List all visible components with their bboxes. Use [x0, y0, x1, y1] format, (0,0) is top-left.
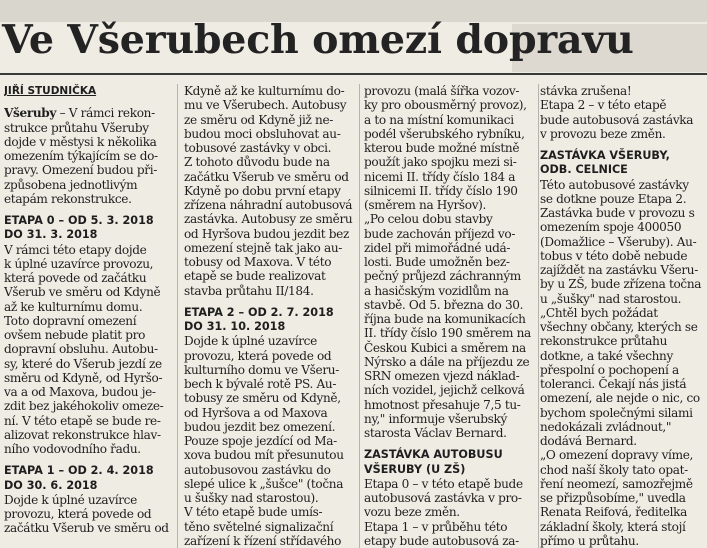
body-line: těno světelné signalizační: [184, 519, 334, 534]
body-line: Českou Kubici a směrem na: [364, 340, 526, 355]
body-line: zřízena náhradní autobusová: [184, 198, 353, 212]
body-line: etapě se bude realizovat: [184, 269, 326, 284]
body-line: Toto dopravní omezení: [4, 313, 137, 328]
headline-rule: [0, 73, 707, 75]
section-heading: ZASTÁVKA VŠERUBY,: [540, 149, 670, 162]
body-line: bude zachován příjezd vo-: [364, 226, 516, 241]
body-line: Dojde k úplné uzavírce: [4, 492, 137, 507]
body-line: „O omezení dopravy víme,: [540, 448, 693, 463]
body-line: nicemi II. třídy číslo 184 a: [364, 169, 516, 184]
body-line: „Chtěl bych požádat: [540, 305, 658, 320]
column-2: [184, 84, 354, 548]
paragraph-gap: [364, 440, 536, 448]
body-line: Pouze spoje jezdící od Ma-: [184, 434, 337, 448]
body-line: provozu, která povede od: [184, 348, 332, 363]
body-line: ze směru od Kdyně již ne-: [184, 112, 334, 127]
body-line: ření neomezí, samozřejmě: [540, 476, 693, 491]
body-line: u šušky nad starostou).: [184, 491, 319, 505]
body-line: ky pro obousměrný provoz),: [364, 98, 527, 113]
body-line: ny," informuje všerubský: [364, 411, 507, 426]
body-line: vozu beze změn.: [364, 505, 460, 520]
section-heading: ETAPA 1 – OD 2. 4. 2018: [4, 464, 154, 478]
column-divider: [177, 84, 178, 548]
body-line: kulturního domu ve Všeru-: [184, 362, 339, 377]
body-line: zajíždět na zastávku Všeru-: [540, 263, 698, 277]
body-line: ních vozidel, jejichž celková: [364, 383, 525, 398]
column-divider: [359, 84, 360, 548]
column-4: [540, 84, 706, 548]
section-heading: VŠERUBY (U ZŠ): [364, 462, 466, 476]
body-line: V této etapě bude umís-: [184, 505, 323, 520]
body-line: stávka zrušena!: [540, 84, 632, 98]
body-line: dojde v městysi k několika: [4, 134, 157, 149]
body-line: alizovat rekonstrukce hlav-: [4, 427, 161, 442]
body-line: bech k bývalé rotě PS. Au-: [184, 377, 337, 391]
body-line: etapám rekonstrukce.: [4, 191, 132, 206]
body-line: kterou bude možné místně: [364, 141, 520, 155]
body-line: budou moci obsluhovat au-: [184, 126, 341, 141]
body-line: ního vodovodního řadu.: [4, 442, 141, 456]
body-line: začátku Všerub ve směru od: [4, 521, 169, 536]
body-line: dodává Bernard.: [540, 434, 637, 448]
body-line: bude autobusová zastávka: [540, 112, 694, 127]
body-line: Nýrsko a dále na příjezdu ze: [364, 354, 530, 369]
body-line: hmotnost přesahuje 7,5 tu-: [364, 397, 521, 412]
body-line: zdit bez jakéhokoliv omeze-: [4, 399, 164, 414]
body-line: provozu, která povede od: [4, 507, 152, 521]
body-line: Etapa 0 – v této etapě bude: [364, 476, 523, 491]
body-line: ovšem nebude platit pro: [4, 328, 146, 342]
body-line: Renata Reifová, ředitelka: [540, 505, 688, 520]
body-line: použít jako spojku mezi si-: [364, 155, 517, 170]
section-heading: ETAPA 2 – OD 2. 7. 2018: [184, 305, 334, 319]
body-line: omezení stejně tak jako au-: [184, 240, 342, 255]
body-line: Etapa 2 – v této etapě: [540, 98, 667, 113]
body-line: ní. V této etapě se bude re-: [4, 413, 161, 428]
body-line: Kdyně po dobu první etapy: [184, 183, 341, 198]
section-heading: DO 31. 10. 2018: [184, 320, 286, 333]
body-line: budou jezdit bez omezení.: [184, 419, 336, 434]
body-line: V rámci této etapy dojde: [4, 242, 147, 257]
body-line: pravy. Omezení budou při-: [4, 163, 157, 178]
section-heading: ODB. CELNICE: [540, 163, 628, 177]
body-line: „Po celou dobu stavby: [364, 212, 493, 227]
body-line: stavba průtahu II/184.: [184, 283, 314, 298]
body-line: autobusovou zastávku do: [184, 462, 331, 477]
body-line: omezení, ale nejde o nic, co: [540, 391, 700, 406]
paragraph-gap: [4, 456, 170, 464]
body-line: zařízení k řízení střídavého: [184, 533, 342, 548]
section-heading: DO 31. 3. 2018: [4, 228, 98, 242]
column-1: [4, 84, 170, 548]
body-line: SRN omezen vjezd náklad-: [364, 369, 520, 383]
body-line: rekonstrukce průtahu: [540, 334, 668, 349]
body-line: která povede od začátku: [4, 271, 147, 285]
body-line: autobusová zastávka v pro-: [364, 491, 522, 505]
body-line: (směrem na Hyršov).: [364, 198, 487, 212]
body-line: pečný průjezd záchranným: [364, 269, 521, 284]
body-line: chod naší školy tato opat-: [540, 462, 688, 477]
body-line: od Hyršova budou jezdit bez: [184, 226, 350, 241]
body-line: (Domažlice – Všeruby). Au-: [540, 234, 697, 249]
body-line: Všerub ve směru od Kdyně: [4, 285, 161, 300]
body-line: až ke kulturnímu domu.: [4, 299, 143, 314]
section-heading: DO 30. 6. 2018: [4, 478, 98, 492]
body-line: tobusy od Maxova. V této: [184, 255, 332, 269]
body-line: toleranci. Čekají nás jistá: [540, 377, 687, 391]
body-line: a to na místní komunikaci: [364, 112, 514, 127]
paragraph-gap: [184, 298, 354, 306]
body-line: starosta Václav Bernard.: [364, 426, 507, 440]
body-line: Etapa 1 – v průběhu této: [364, 519, 508, 534]
body-line: základní školy, která stojí: [540, 519, 686, 534]
body-line: nedokázali zvládnout,": [540, 419, 672, 434]
body-text: – V rámci rekon-: [56, 106, 155, 121]
column-divider: [538, 84, 539, 548]
section-heading: ETAPA 0 – OD 5. 3. 2018: [4, 214, 154, 227]
body-line: se dotkne pouze Etapa 2.: [540, 191, 687, 206]
body-line: Zastávka bude v provozu s: [540, 206, 695, 220]
body-line: omezením spoje 400050: [540, 220, 682, 235]
body-line: dopravní obsluhu. Autobu-: [4, 342, 158, 357]
body-line: [4, 106, 170, 120]
body-line: přespolní o pochopení a: [540, 362, 679, 377]
body-line: Dojde k úplné uzavírce: [184, 334, 317, 349]
paragraph-gap: [4, 206, 170, 214]
body-line: bychom společnými silami: [540, 405, 693, 420]
headline: Ve Všerubech omezí dopravu: [2, 17, 634, 63]
body-line: všechny občany, kterých se: [540, 320, 698, 334]
body-line: k úplné uzavírce provozu,: [4, 256, 154, 271]
body-line: strukce průtahu Všeruby: [4, 120, 149, 135]
body-line: směru od Kdyně, od Hyršo-: [4, 370, 163, 385]
body-line: va a od Maxova, budou je-: [4, 385, 156, 399]
body-line: tobus v této době nebude: [540, 248, 688, 263]
body-line: provozu (malá šířka vozov-: [364, 84, 520, 98]
dateline: Všeruby: [4, 106, 57, 121]
column-3: [364, 84, 536, 548]
body-line: a hasičským vozidlům na: [364, 283, 509, 298]
body-line: etapy bude autobusová za-: [364, 533, 519, 548]
body-line: slepé ulice k „šušce" (točna: [184, 476, 344, 491]
body-line: dotkne, a také všechny: [540, 348, 673, 363]
body-line: losti. Bude umožněn bez-: [364, 255, 510, 269]
body-line: v provozu beze změn.: [540, 126, 666, 141]
body-line: II. třídy číslo 190 směrem na: [364, 326, 531, 341]
body-line: října bude na komunikacích: [364, 312, 526, 326]
body-line: xova budou mít přesunutou: [184, 448, 344, 463]
section-heading: ZASTÁVKA AUTOBUSU: [364, 448, 503, 462]
body-line: u „šušky" nad starostou.: [540, 291, 682, 306]
body-line: Z tohoto důvodu bude na: [184, 155, 330, 170]
body-line: začátku Všerub ve směru od: [184, 169, 349, 184]
body-line: tobusové zastávky v obci.: [184, 141, 332, 155]
body-line: od Hyršova a od Maxova: [184, 405, 328, 420]
body-line: se přizpůsobíme," uvedla: [540, 491, 686, 505]
body-line: podél všerubského rybníku,: [364, 126, 525, 141]
body-line: způsobena jednotlivým: [4, 177, 138, 192]
byline: JIŘÍ STUDNIČKA: [4, 85, 97, 97]
paragraph-gap: [540, 141, 706, 149]
body-line: mu ve Všerubech. Autobusy: [184, 98, 347, 113]
paragraph-gap: [4, 98, 170, 106]
body-line: zastávka. Autobusy ze směru: [184, 212, 353, 227]
body-line: by u ZŠ, bude zřízena točna: [540, 277, 702, 292]
body-line: omezením týkajícím se do-: [4, 149, 158, 163]
body-line: přímo u průtahu.: [540, 533, 639, 548]
body-line: silnicemi II. třídy číslo 190: [364, 183, 518, 198]
body-line: Kdyně až ke kulturnímu do-: [184, 84, 345, 98]
body-line: tobusy ze směru od Kdyně,: [184, 391, 341, 406]
body-line: zidel při mimořádné udá-: [364, 240, 511, 255]
body-line: sy, které do Všerub jezdí ze: [4, 356, 162, 371]
body-line: stavbě. Od 5. března do 30.: [364, 297, 524, 312]
body-line: Této autobusové zastávky: [540, 177, 689, 192]
